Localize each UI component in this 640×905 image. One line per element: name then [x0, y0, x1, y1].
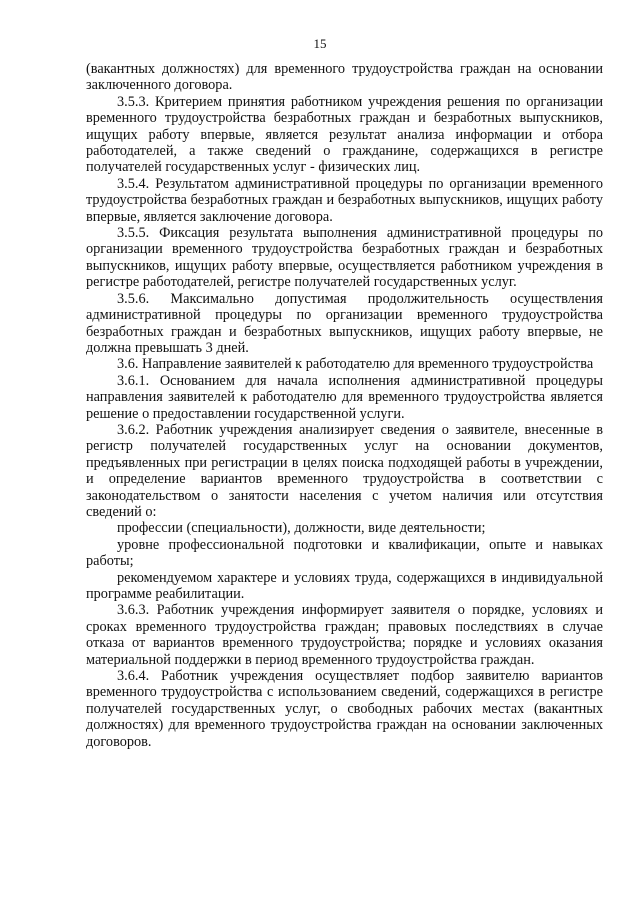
paragraph: профессии (специальности), должности, виде деятельности; — [117, 520, 486, 537]
paragraph: 3.5.3. Критерием принятия работником учреждения решения по организации временного трудоустройства безработных граждан и безработных выпускников, ищущих работу впервые, является результат анализа информации и отбора работодателей, а также сведений о гражданине, содержащихся в регистре получателей государственных услуг - физических лиц. — [86, 93, 603, 176]
paragraph: 3.5.5. Фиксация результата выполнения административной процедуры по организации временного трудоустройства безработных граждан и безработных выпускников, ищущих работу впервые, осуществляется работником учреждения в регистре работодателей, регистре получателей государственных услуг. — [86, 225, 603, 291]
paragraph: 3.6.4. Работник учреждения осуществляет подбор заявителю вариантов временного трудоустройства с использованием сведений, содержащихся в регистре получателей государственных услуг, о свободных рабочих местах (вакантных должностях) для временного трудоустройства граждан на основании заключенных договоров. — [86, 668, 603, 750]
paragraph: 3.6.2. Работник учреждения анализирует сведения о заявителе, внесенные в регистр получателей государственных услуг на основании документов, предъявленных при регистрации в целях поиска подходящей работы в учреждении, и определение вариантов временного трудоустройства в соответствии с законодательством о занятости населения с учетом наличия или отсутствия сведений о: — [86, 421, 603, 520]
paragraph: (вакантных должностях) для временного трудоустройства граждан на основании заключенного договора. — [86, 61, 603, 94]
paragraph: 3.6.3. Работник учреждения информирует заявителя о порядке, условиях и сроках временного трудоустройства граждан; правовых последствиях в случае отказа от вариантов временного трудоустройства; порядке и условиях оказания материальной поддержки в период временного трудоустройства граждан. — [86, 602, 603, 668]
paragraph: уровне профессиональной подготовки и квалификации, опыте и навыках работы; — [86, 536, 603, 570]
paragraph: 3.5.4. Результатом административной процедуры по организации временного трудоустройства безработных граждан и безработных выпускников, ищущих работу впервые, является заключение договора. — [86, 175, 603, 225]
paragraph: рекомендуемом характере и условиях труда, содержащихся в индивидуальной программе реабилитации. — [86, 569, 603, 602]
paragraph: 3.5.6. Максимально допустимая продолжительность осуществления административной процедуры по организации временного трудоустройства безработных граждан и безработных выпускников, ищущих работу впервые, не должна превышать 3 дней. — [86, 290, 603, 356]
paragraph: 3.6. Направление заявителей к работодателю для временного трудоустройства — [117, 356, 594, 373]
document-body — [86, 61, 603, 750]
paragraph: 3.6.1. Основанием для начала исполнения административной процедуры направления заявителей к работодателю для временного трудоустройства является решение о предоставлении государственной услуги. — [86, 372, 603, 422]
page-number: 15 — [313, 36, 327, 51]
